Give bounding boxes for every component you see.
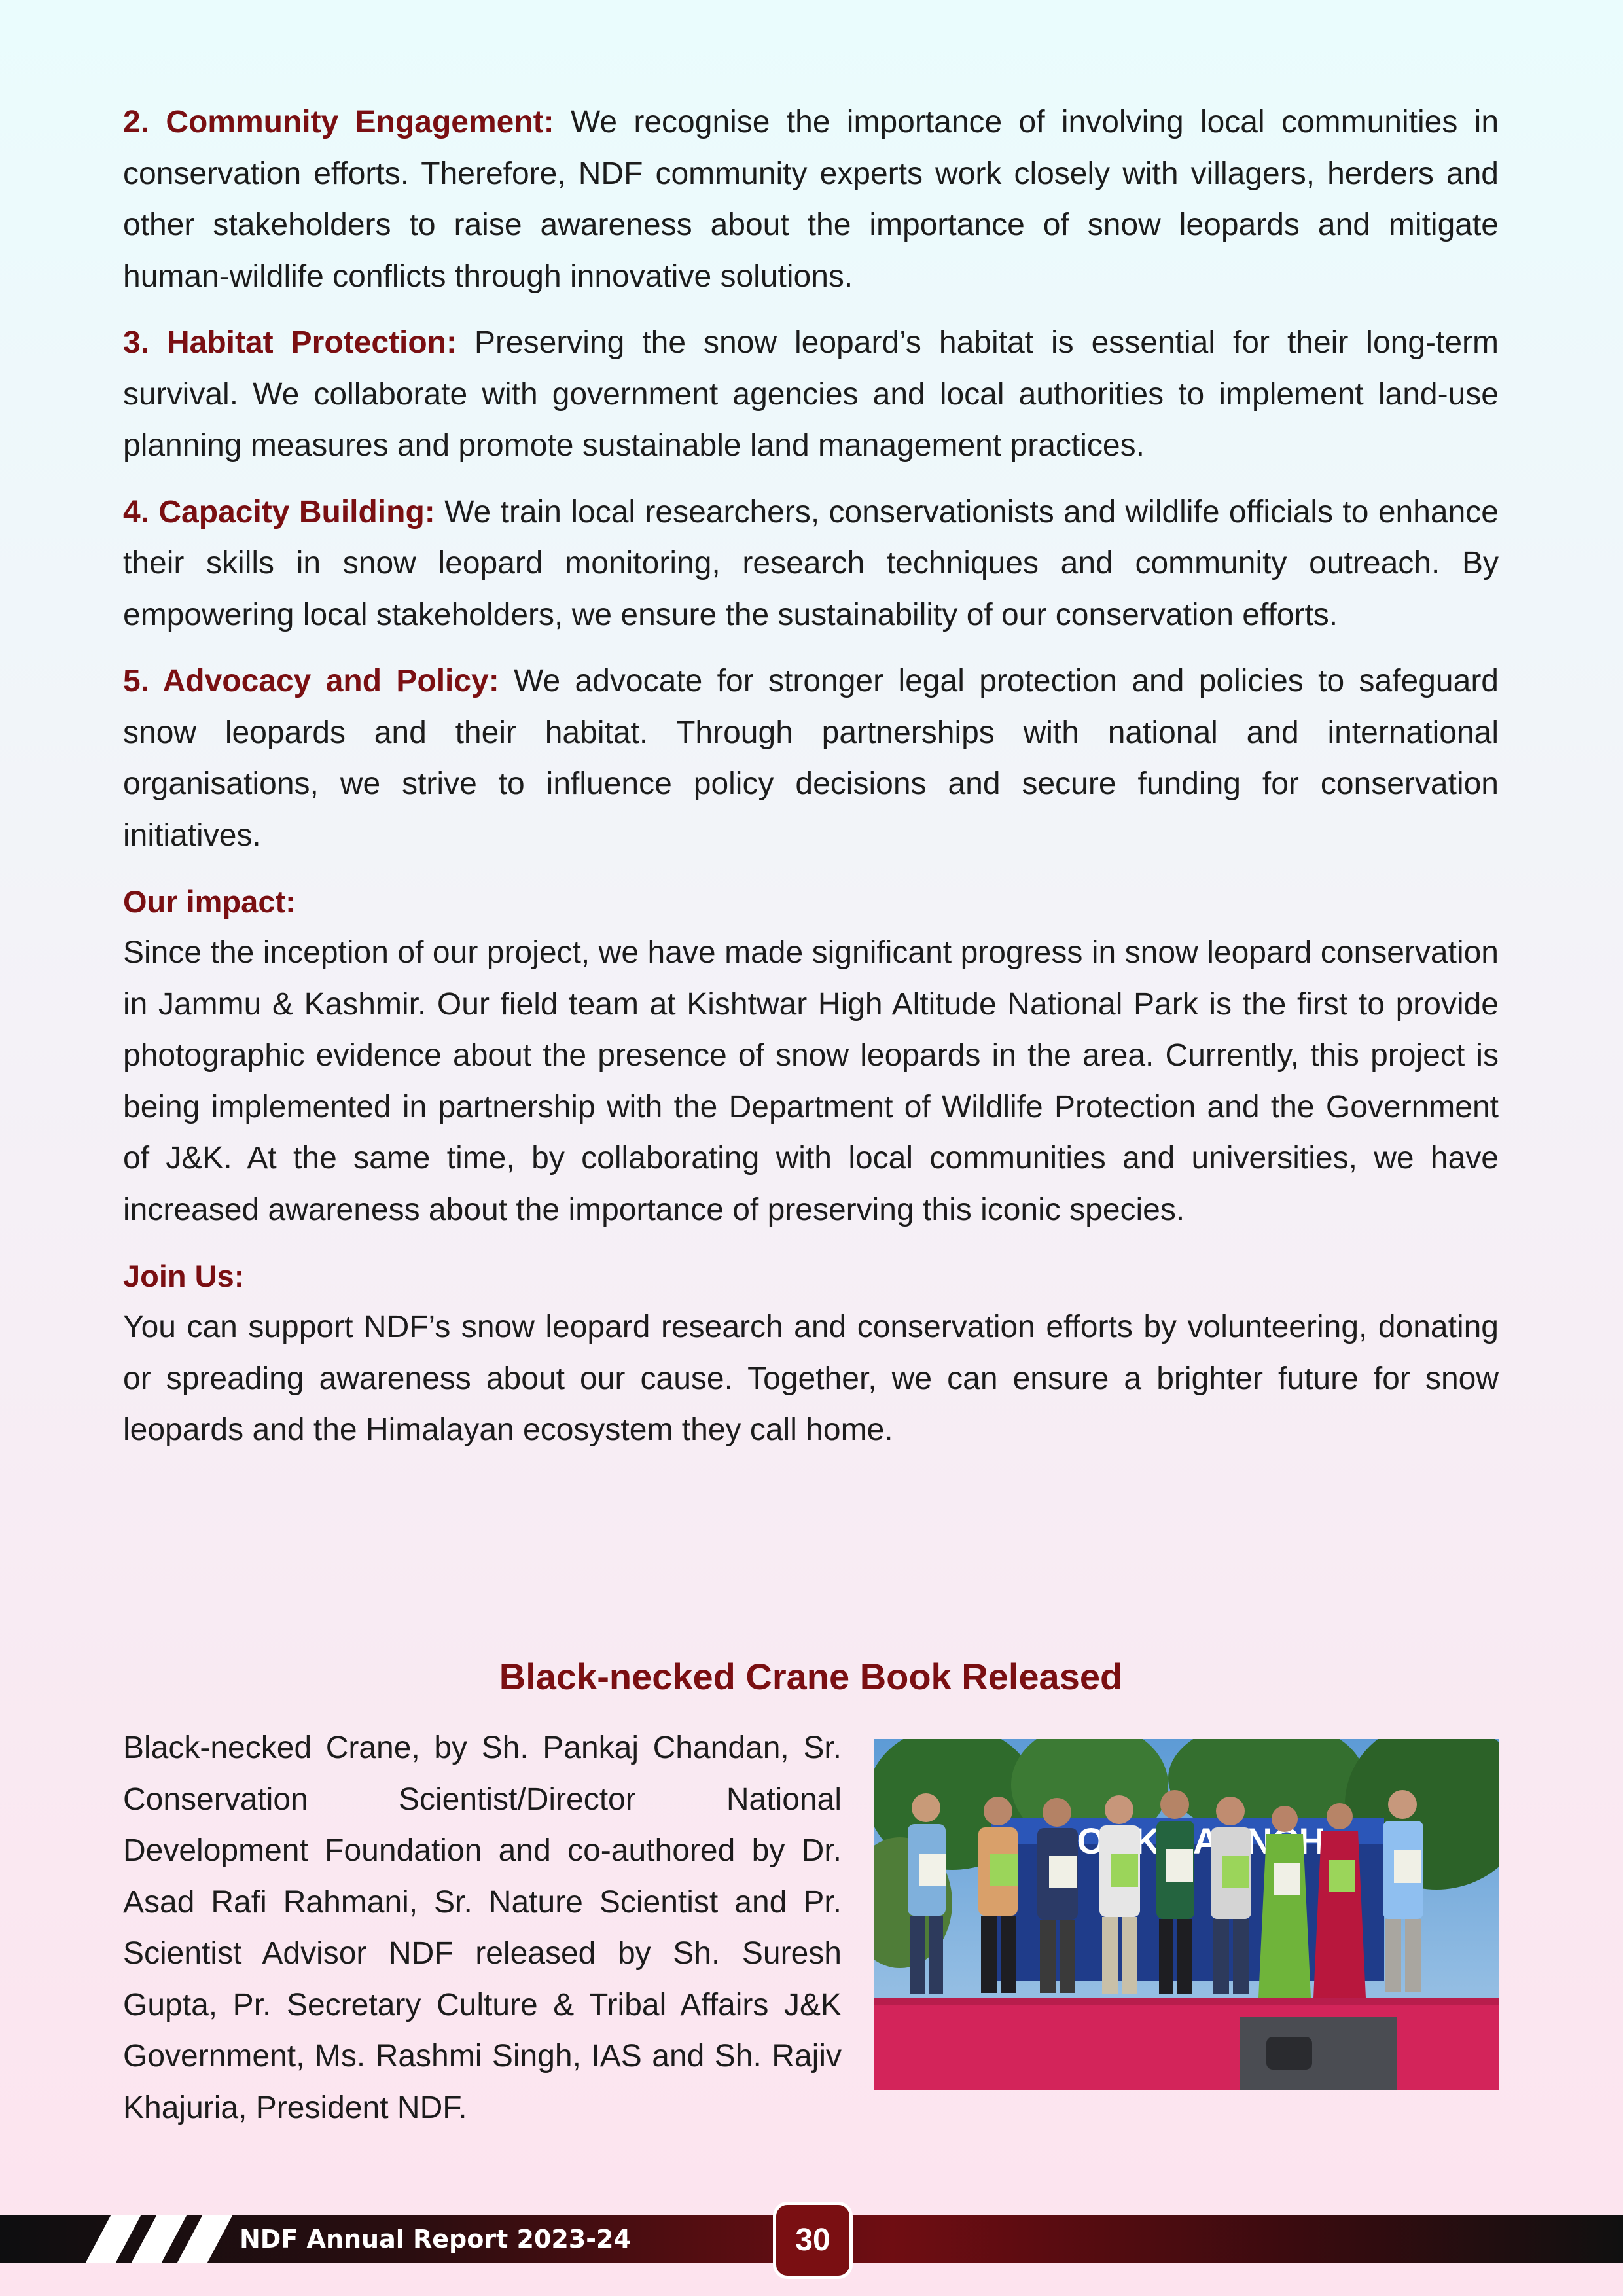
book-launch-photo-illustration: [874, 1739, 1499, 2090]
point-community-engagement: [123, 97, 1499, 302]
footer-stripe: [86, 2215, 141, 2263]
point-lead: 3. Habitat Protection:: [123, 325, 457, 360]
point-habitat-protection: [123, 317, 1499, 472]
point-text: Preserving the snow leopard’s habitat is essential for their long-term survival. We collaborate with government agencies and local authorities to implement land-use planning measures and promote sustainable land management practices.: [123, 325, 1499, 463]
point-lead: 5. Advocacy and Policy:: [123, 664, 499, 698]
point-lead: 2. Community Engagement:: [123, 105, 554, 139]
book-launch-photo: [874, 1739, 1499, 2090]
point-text: We train local researchers, conservationists and wildlife officials to enhance their skills in snow leopard monitoring, research techniques and community outreach. By empowering local stakeholders, we ensure the sustainability of our conservation efforts.: [123, 494, 1499, 632]
point-text: We recognise the importance of involving local communities in conservation efforts. Therefore, NDF community experts work closely with villagers, herders and other stakeholders to raise awareness about the importance of snow leopards and mitigate human-wildlife conflicts through innovative solutions.: [123, 105, 1499, 294]
join-text: You can support NDF’s snow leopard research and conservation efforts by volunteering, donating or spreading awareness about our cause. Together, we can ensure a brighter future for snow leopards and the Himalayan ecosystem they call home.: [123, 1310, 1499, 1447]
point-text: We advocate for stronger legal protection and policies to safeguard snow leopards and their habitat. Through partnerships with national and international organisations, we strive to influence policy decisions and secure funding for conservation initiatives.: [123, 664, 1499, 853]
join-heading: Join Us:: [123, 1259, 245, 1293]
page-number: 30: [773, 2202, 853, 2279]
impact-heading: Our impact:: [123, 884, 296, 919]
footer-label: NDF Annual Report 2023-24: [240, 2225, 631, 2253]
footer-stripe: [132, 2215, 187, 2263]
point-advocacy-policy: [123, 656, 1499, 861]
impact-text: Since the inception of our project, we have made significant progress in snow leopard conservation in Jammu & Kashmir. Our field team at Kishtwar High Altitude National Park is the first to provide photographic evidence about the presence of snow leopards in the area. Currently, this project is being implemented in partnership with the Department of Wildlife Protection and the Government of J&K. At the same time, by collaborating with local communities and universities, we have increased awareness about the importance of preserving this iconic species.: [123, 935, 1499, 1227]
book-section-title: Black-necked Crane Book Released: [499, 1656, 1123, 1697]
point-lead: 4. Capacity Building:: [123, 494, 435, 529]
book-description: Black-necked Crane, by Sh. Pankaj Chandan, Sr. Conservation Scientist/Director National Development Foundation and co-authored by Dr. Asad Rafi Rahmani, Sr. Nature Scientist and Pr. Scientist Advisor NDF released by Sh. Suresh Gupta, Pr. Secretary Culture & Tribal Affairs J&K Government, Ms. Rashmi Singh, IAS and Sh. Rajiv Khajuria, President NDF.: [123, 1731, 842, 2125]
point-capacity-building: [123, 487, 1499, 641]
main-content: [123, 97, 1499, 1456]
footer-stripe: [177, 2215, 232, 2263]
